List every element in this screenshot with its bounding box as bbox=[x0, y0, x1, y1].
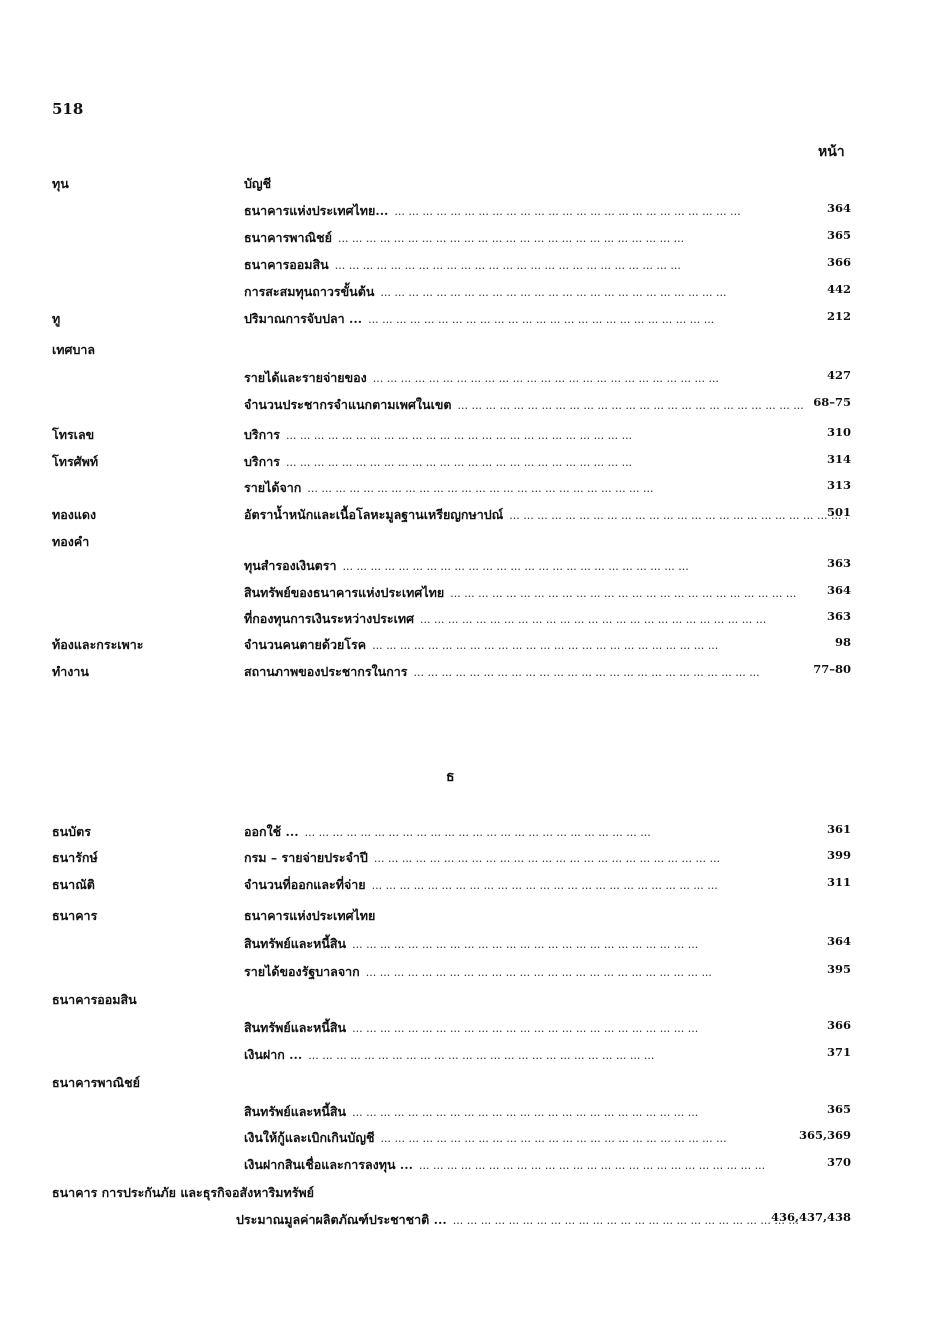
index-row bbox=[0, 368, 941, 392]
leader-dots bbox=[352, 1022, 847, 1035]
index-entry-label: สินทรัพย์และหนี้สิน bbox=[244, 936, 347, 951]
page-ref: 68–75 bbox=[813, 395, 851, 409]
index-entry-label: บริการ bbox=[244, 427, 280, 442]
index-entry-label: รายได้และรายจ่ายของ bbox=[244, 370, 367, 385]
index-row bbox=[0, 505, 941, 529]
page-ref: 361 bbox=[826, 822, 851, 836]
index-row bbox=[0, 309, 941, 333]
index-row bbox=[0, 1183, 941, 1207]
index-entry-label: จำนวนที่ออกและที่จ่าย bbox=[244, 877, 366, 892]
index-row bbox=[0, 255, 941, 279]
page-ref: 442 bbox=[826, 282, 851, 296]
index-entry-label: ธนาคารแห่งประเทศไทย... bbox=[244, 203, 389, 218]
index-entry-label: ที่กองทุนการเงินระหว่างประเทศ bbox=[244, 611, 415, 626]
index-entry-label: ธนาคารออมสิน bbox=[244, 257, 329, 272]
leader-dots bbox=[368, 313, 847, 326]
index-row bbox=[0, 228, 941, 252]
index-term: ธนาคาร การประกันภัย และธุรกิจอสังหาริมทรัพย์ bbox=[52, 1185, 314, 1200]
leader-dots bbox=[380, 286, 847, 299]
index-term: ธนบัตร bbox=[52, 824, 91, 839]
page-ref: 314 bbox=[826, 452, 851, 466]
leader-dots bbox=[374, 852, 847, 865]
leader-dots bbox=[308, 1049, 847, 1062]
index-row bbox=[0, 1210, 941, 1234]
leader-dots bbox=[335, 259, 847, 272]
index-entry-label: สินทรัพย์และหนี้สิน bbox=[244, 1020, 347, 1035]
index-entry-label: ออกใช้ ... bbox=[244, 824, 299, 839]
index-row bbox=[0, 822, 941, 846]
index-row bbox=[0, 201, 941, 225]
index-term: เทศบาล bbox=[52, 342, 96, 357]
page-ref: 77–80 bbox=[813, 662, 851, 676]
leader-dots bbox=[352, 938, 847, 951]
index-row bbox=[0, 425, 941, 449]
page-number: 518 bbox=[52, 100, 84, 118]
leader-dots bbox=[419, 1159, 847, 1172]
index-entry-label: บริการ bbox=[244, 454, 280, 469]
index-term: ธนาณัติ bbox=[52, 877, 95, 892]
index-subheading: ธนาคารแห่งประเทศไทย bbox=[244, 908, 376, 923]
page-ref: 365,369 bbox=[798, 1128, 851, 1142]
index-entry-label: เงินฝาก ... bbox=[244, 1047, 303, 1062]
index-row bbox=[0, 1045, 941, 1069]
index-entry-label: สถานภาพของประชากรในการ bbox=[244, 664, 408, 679]
index-entry-label: ธนาคารพาณิชย์ bbox=[244, 230, 332, 245]
page-ref: 313 bbox=[826, 478, 851, 492]
page-ref: 364 bbox=[826, 934, 851, 948]
leader-dots bbox=[381, 1132, 848, 1145]
index-entry-label: กรม – รายจ่ายประจำปี bbox=[244, 850, 368, 865]
index-entry-label: ประมาณมูลค่าผลิตภัณฑ์ประชาชาติ ... bbox=[236, 1212, 447, 1227]
page-ref: 370 bbox=[826, 1155, 851, 1169]
index-row bbox=[0, 556, 941, 580]
index-row bbox=[0, 452, 941, 476]
index-row bbox=[0, 962, 941, 986]
leader-dots bbox=[305, 826, 847, 839]
index-entry-label: รายได้ของรัฐบาลจาก bbox=[244, 964, 360, 979]
index-row bbox=[0, 934, 941, 958]
page-ref: 364 bbox=[826, 201, 851, 215]
leader-dots bbox=[366, 966, 847, 979]
page-ref: 501 bbox=[826, 505, 851, 519]
index-row bbox=[0, 340, 941, 364]
index-row bbox=[0, 532, 941, 556]
index-entry-label: เงินให้กู้และเบิกเกินบัญชี bbox=[244, 1130, 375, 1145]
leader-dots bbox=[394, 205, 847, 218]
index-entry-label: สินทรัพย์ของธนาคารแห่งประเทศไทย bbox=[244, 585, 445, 600]
index-row bbox=[0, 282, 941, 306]
index-entry-label: การสะสมทุนถาวรขั้นต้น bbox=[244, 284, 375, 299]
leader-dots bbox=[458, 399, 847, 412]
leader-dots bbox=[420, 613, 847, 626]
index-term: ทำงาน bbox=[52, 664, 89, 679]
leader-dots bbox=[338, 232, 847, 245]
index-term: ทองคำ bbox=[52, 534, 90, 549]
index-term: ธนาคารพาณิชย์ bbox=[52, 1075, 140, 1090]
index-term: ธนาคาร bbox=[52, 908, 98, 923]
page-ref: 399 bbox=[826, 848, 851, 862]
index-row bbox=[0, 635, 941, 659]
index-entry-label: เงินฝากสินเชื่อและการลงทุน ... bbox=[244, 1157, 413, 1172]
index-term: โทรเลข bbox=[52, 427, 95, 442]
index-term: ท้องและกระเพาะ bbox=[52, 637, 144, 652]
index-term: ทุน bbox=[52, 176, 69, 191]
index-term: ธนาคารออมสิน bbox=[52, 992, 137, 1007]
page-ref: 427 bbox=[826, 368, 851, 382]
index-term: โทรศัพท์ bbox=[52, 454, 99, 469]
page-ref: 395 bbox=[826, 962, 851, 976]
index-row bbox=[0, 848, 941, 872]
index-row bbox=[0, 478, 941, 502]
leader-dots bbox=[352, 1106, 847, 1119]
leader-dots bbox=[373, 372, 847, 385]
leader-dots bbox=[286, 456, 847, 469]
page-ref: 98 bbox=[834, 635, 851, 649]
page-ref: 366 bbox=[826, 1018, 851, 1032]
index-row bbox=[0, 990, 941, 1014]
index-row bbox=[0, 395, 941, 419]
index-entry-label: ปริมาณการจับปลา ... bbox=[244, 311, 363, 326]
page-ref: 365 bbox=[826, 1102, 851, 1116]
index-entry-label: จำนวนคนตายด้วยโรค bbox=[244, 637, 367, 652]
page-ref: 366 bbox=[826, 255, 851, 269]
index-row bbox=[0, 174, 941, 198]
leader-dots bbox=[343, 560, 847, 573]
leader-dots bbox=[286, 429, 847, 442]
page-ref: 436,437,438 bbox=[770, 1210, 851, 1224]
page-column-header: หน้า bbox=[818, 144, 845, 160]
leader-dots bbox=[372, 639, 847, 652]
leader-dots bbox=[450, 587, 847, 600]
page-ref: 363 bbox=[826, 556, 851, 570]
index-entry-label: สินทรัพย์และหนี้สิน bbox=[244, 1104, 347, 1119]
page-ref: 311 bbox=[826, 875, 851, 889]
leader-dots bbox=[414, 666, 847, 679]
index-subheading: บัญชี bbox=[244, 176, 272, 191]
leader-dots bbox=[372, 879, 847, 892]
index-entry-label: จำนวนประชากรจำแนกตามเพศในเขต bbox=[244, 397, 452, 412]
page-ref: 365 bbox=[826, 228, 851, 242]
index-row bbox=[0, 609, 941, 633]
page-ref: 371 bbox=[826, 1045, 851, 1059]
section-letter: ธ bbox=[446, 769, 455, 785]
index-term: ธนารักษ์ bbox=[52, 850, 98, 865]
index-entry-label: ทุนสำรองเงินตรา bbox=[244, 558, 337, 573]
page-ref: 212 bbox=[826, 309, 851, 323]
index-row bbox=[0, 583, 941, 607]
index-row bbox=[0, 1128, 941, 1152]
page-ref: 363 bbox=[826, 609, 851, 623]
index-term: ทองแดง bbox=[52, 507, 97, 522]
index-row bbox=[0, 1155, 941, 1179]
index-row bbox=[0, 875, 941, 899]
page-ref: 310 bbox=[826, 425, 851, 439]
index-row bbox=[0, 906, 941, 930]
leader-dots bbox=[509, 509, 847, 522]
index-term: ทู bbox=[52, 311, 61, 326]
index-row bbox=[0, 1073, 941, 1097]
leader-dots bbox=[307, 482, 847, 495]
index-row bbox=[0, 1018, 941, 1042]
page-ref: 364 bbox=[826, 583, 851, 597]
index-entry-label: รายได้จาก bbox=[244, 480, 302, 495]
index-row bbox=[0, 1102, 941, 1126]
index-entry-label: อัตราน้ำหนักและเนื้อโลหะมูลฐานเหรียญกษาปณ์ bbox=[244, 507, 504, 522]
index-row bbox=[0, 662, 941, 686]
